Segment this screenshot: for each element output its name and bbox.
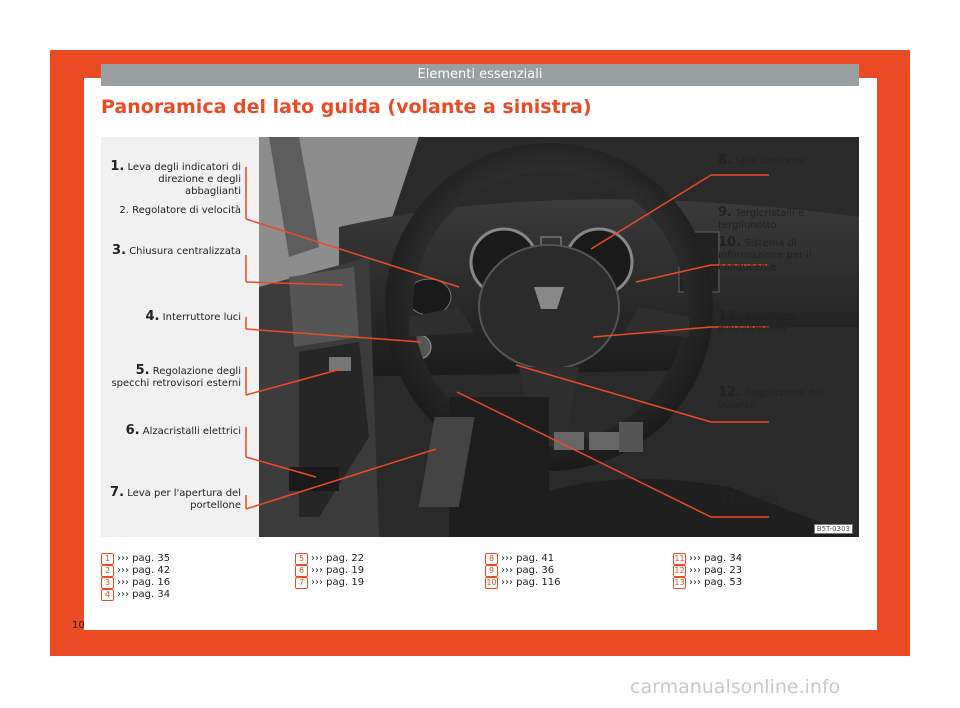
ref-row: 9 ››› pag. 36 (485, 565, 560, 577)
label-4: 4. Interruttore luci (145, 309, 241, 324)
ref-row: 6 ››› pag. 19 (295, 565, 364, 577)
ref-row: 8 ››› pag. 41 (485, 553, 560, 565)
label-13: 13. Fusibili (718, 491, 779, 506)
ref-row: 12 ››› pag. 23 (674, 565, 743, 576)
refs-column-2 (295, 553, 364, 589)
label-6: 6. Alzacristalli elettrici (125, 423, 241, 438)
refs-column-3 (485, 553, 560, 589)
watermark: carmanualsonline.info (630, 676, 841, 698)
label-7: 7. Leva per l'apertura del portellone (110, 485, 241, 511)
label-3: 3. Chiusura centralizzata (112, 243, 241, 258)
ref-row: 5 ››› pag. 22 (295, 553, 364, 565)
page-number: 10 (72, 620, 85, 631)
ref-row: 10 ››› pag. 116 (486, 577, 561, 588)
ref-row: 11 ››› pag. 34 (674, 553, 743, 564)
label-11: 11. Blocchetto d'avviamento (718, 309, 798, 335)
label-12: 12. Regolazione del volante (718, 385, 824, 411)
label-1: 1. Leva degli indicatori di direzione e degli abbaglianti (110, 159, 241, 197)
ref-row: 2 ››› pag. 42 (101, 565, 170, 577)
label-5: 5. Regolazione degli specchi retrovisori esterni (111, 363, 241, 389)
page-title: Panoramica del lato guida (volante a sinistra) (101, 96, 592, 118)
figure-code: B5T-0303 (814, 524, 853, 534)
ref-row: 1 ››› pag. 35 (101, 553, 170, 565)
ref-row: 3 ››› pag. 16 (101, 577, 170, 589)
ref-row: 13 ››› pag. 53 (674, 577, 743, 588)
section-header: Elementi essenziali (101, 64, 859, 86)
refs-column-4 (673, 553, 742, 589)
label-10: 10. Sistema di informazione per il conducente (718, 235, 812, 273)
dashboard-figure (101, 137, 859, 537)
ref-row: 4 ››› pag. 34 (101, 589, 170, 601)
ref-row: 7 ››› pag. 19 (295, 577, 364, 589)
refs-column-1 (101, 553, 170, 601)
label-8: 8. Spie luminose (718, 153, 806, 168)
label-2: 2. Regolatore di velocità (119, 205, 241, 216)
label-9: 9. Tergicristalli e tergilunotto (718, 205, 805, 231)
